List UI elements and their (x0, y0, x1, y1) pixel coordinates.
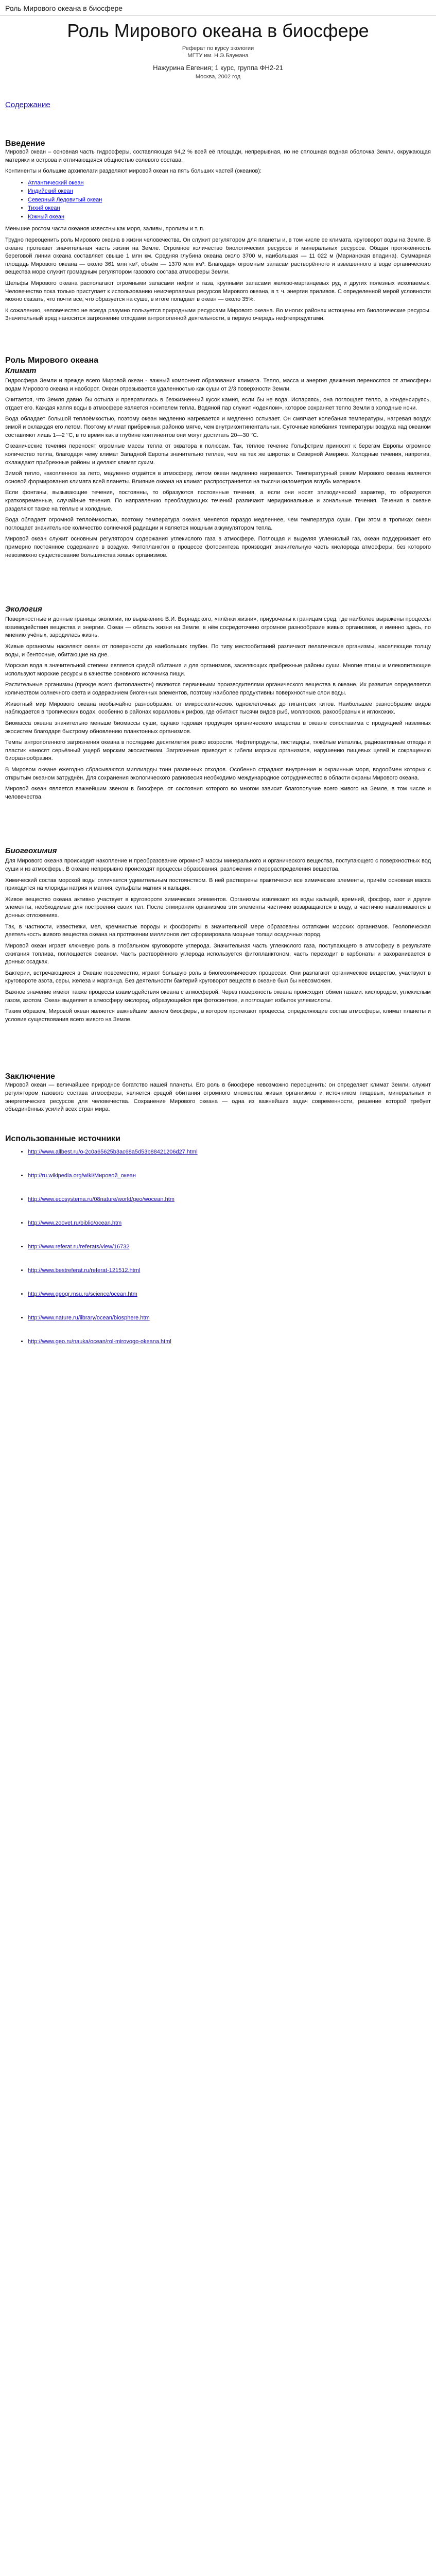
sources-heading: Использованные источники (5, 1134, 120, 1143)
place-year: Москва, 2002 год (195, 74, 241, 80)
source-link[interactable]: http://www.geogr.msu.ru/science/ocean.htm (28, 1291, 137, 1297)
source-link[interactable]: http://www.nature.ru/library/ocean/biosphere.htm (28, 1314, 150, 1321)
ocean-link[interactable]: Южный океан (28, 213, 65, 220)
list-item (28, 1267, 431, 1274)
sources-list (5, 1149, 431, 1345)
climate-paragraph-4: Океанические течения переносят огромные массы тепла от экватора к полюсам. Так, тёплое течение Гольфстрим приносит к берегам Европы огромное количество тепла, благодаря чему климат Западной Европы значительно теплее, чем на тех же широтах в Северной Америке. Холодные течения, напротив, охлаждают прибрежные районы и делают климат сухим. (5, 443, 431, 466)
bio-paragraph-1: Для Мирового океана происходит накопление и преобразование огромной массы минерального и органического вещества, поступающего с поверхностных вод суши и из атмосферы. В океане непрерывно происходят процессы образования, разложения и перераспределения вещества. (5, 858, 431, 873)
climate-paragraph-3: Вода обладает большой теплоёмкостью, поэтому океан медленно нагревается и медленно остывает. Он смягчает колебания температуры, нагревая воздух зимой и охлаждая его летом. Поэтому климат прибрежных районов мягче, чем внутриконтинентальных. Суточные колебания температуры воздуха над океаном составляют лишь 1—2 °C, в то время как в глубине континентов они могут достигать 20—30 °C. (5, 416, 431, 438)
climate-paragraph-8: Мировой океан служит основным регулятором содержания углекислого газа в атмосфере. Поглощая и выделяя углекислый газ, океан поддерживает его примерно постоянное содержание в воздухе. Фитопланктон в процессе фотосинтеза производит значительную часть кислорода атмосферы, без которого невозможно существование большинства живых организмов. (5, 536, 431, 558)
biogeochemistry-heading: Биогеохимия (5, 846, 57, 856)
intro-paragraph-5: Шельфы Мирового океана располагают огромными запасами нефти и газа, крупными запасами железо-марганцевых руд и других полезных ископаемых. Человечество пока только приступает к использованию неисчерпаемых ресурсов Мирового океана, в т. ч. энергии приливов. С определенной мерой условности можно сказать, что почти все, что образуется на суше, в итоге попадает в океан — около 35%. (5, 280, 431, 303)
subtitle: Реферат по курсу экологии (182, 45, 254, 52)
conclusion-heading: Заключение (5, 1072, 55, 1081)
bio-paragraph-4: Так, в частности, известняки, мел, кремнистые породы и фосфориты в значительной мере образованы остатками морских организмов. Геологическая деятельность живого вещества океана на протяжении миллионов лет сформировала мощные толщи осадочных пород. (5, 923, 431, 938)
ecology-paragraph-4: Растительные организмы (прежде всего фитопланктон) являются первичными производителями органического вещества в океане. Их развитие определяется количеством солнечного света и содержанием биогенных элементов, поэтому наиболее продуктивны поверхностные слои воды. (5, 682, 431, 697)
ocean-link[interactable]: Северный Ледовитый океан (28, 196, 102, 203)
ecology-heading: Экология (5, 605, 42, 614)
title-block (54, 19, 383, 80)
university: МГТУ им. Н.Э.Баумана (187, 53, 249, 59)
bio-paragraph-2: Химический состав морской воды отличается удивительным постоянством. В ней растворены практически все химические элементы, причём основная масса приходится на хлориды натрия и магния, сульфаты магния и кальция. (5, 877, 431, 892)
ecology-paragraph-6: Биомасса океана значительно меньше биомассы суши, однако годовая продукция органического вещества в океане сопоставима с продукцией наземных экосистем благодаря быстрому обновлению планктонных организмов. (5, 720, 431, 735)
ocean-link[interactable]: Тихий океан (28, 205, 60, 212)
bio-paragraph-6: Бактерии, встречающиеся в Океане повсеместно, играют большую роль в биогеохимических процессах. Они разлагают органическое вещество, участвуют в круговороте азота, серы, железа и марганца. Без деятельности бактерий круговорот веществ в океане был бы невозможен. (5, 970, 431, 985)
list-item (28, 1220, 431, 1226)
list-item (28, 1196, 431, 1202)
ecology-paragraph-8: В Мировом океане ежегодно сбрасываются миллиарды тонн различных отходов. Особенно страдают внутренние и окраинные моря, водообмен которых с открытым океаном затруднён. Для сохранения экологического равновесия необходимо международное сотрудничество в области охраны Мирового океана. (5, 766, 431, 781)
author-line: Нажурина Евгения; 1 курс, группа ФН2-21 (153, 64, 283, 72)
list-item (28, 1173, 431, 1179)
ecology-paragraph-7: Темпы антропогенного загрязнения океана в последние десятилетия резко возросли. Нефтепродукты, пестициды, тяжёлые металлы, радиоактивные отходы и пластик наносят серьёзный ущерб морским экосистемам. Загрязнение приводит к гибели морских организмов, нарушению пищевых цепей и сокращению биоразнообразия. (5, 739, 431, 762)
document-content (0, 100, 436, 1345)
source-link[interactable]: http://www.zoovet.ru/biblio/ocean.htm (28, 1219, 122, 1226)
list-item (28, 196, 431, 205)
source-link[interactable]: http://www.referat.ru/referats/view/16732 (28, 1243, 130, 1250)
climate-heading: Климат (5, 366, 37, 376)
source-link[interactable]: http://www.geo.ru/nauka/ocean/rol-mirovogo-okeana.html (28, 1338, 171, 1345)
intro-paragraph-1: Мировой океан – основная часть гидросферы, составляющая 94,2 % всей её площади, непрерывная, но не сплошная водная оболочка Земли, окружающая материки и острова и отличающаяся общностью солевого состава. (5, 149, 431, 163)
climate-paragraph-6: Если фонтаны, вызывающие течения, постоянны, то образуются постоянные течения, а если они носят эпизодический характер, то образуются кратковременные, случайные течения. По направлению преобладающих течений различают меридиональные и зональные течения. Течения в океане разделяют также на тёплые и холодные. (5, 489, 431, 512)
ocean-link[interactable]: Атлантический океан (28, 179, 84, 186)
conclusion-paragraph: Мировой океан — величайшее природное богатство нашей планеты. Его роль в биосфере невозможно переоценить: он определяет климат Земли, служит регулятором газового состава атмосферы, является средой обитания огромного множества живых организмов и источником пищевых, минеральных и энергетических ресурсов для человечества. Сохранение Мирового океана — одна из важнейших задач современности, решение которой требует объединённых усилий всех стран мира. (5, 1082, 431, 1113)
list-item (28, 179, 431, 188)
ecology-paragraph-5: Животный мир Мирового океана необычайно разнообразен: от микроскопических одноклеточных до гигантских китов. Наибольшее разнообразие видов наблюдается в тропических водах, особенно в районах коралловых рифов, где обитают тысячи видов рыб, моллюсков, ракообразных и иглокожих. (5, 701, 431, 716)
intro-paragraph-4: Трудно переоценить роль Мирового океана в жизни человечества. Он служит регулятором для планеты и, в том числе ее климата, круговорот воды на Земле. В океане протекает значительная часть жизни на Земле. Огромное количество биологических ресурсов и минеральных ресурсов. Общая протяжённость береговой линии океана составляет свыше 1 млн км. Средняя глубина океана около 3700 м, наибольшая — 11 022 м (Марианская впадина). Суммарная площадь Мирового океана — около 361 млн км², объём — 1370 млн км³. Благодаря огромным запасам растворённого и взвешенного в воде органического вещества море служит громадным регулятором газового состава атмосферы Земли. (5, 236, 431, 276)
bio-paragraph-5: Мировой океан играет ключевую роль в глобальном круговороте углерода. Значительная часть углекислого газа, поступающего в атмосферу в результате сжигания топлива, поглощается океаном. Часть растворённого углерода используется фитопланктоном, часть переходит в карбонаты и захоранивается в донных осадках. (5, 942, 431, 965)
toc-section (5, 100, 431, 109)
intro-paragraph-6: К сожалению, человечество не всегда разумно пользуется природными ресурсами Мирового океана. Во многих районах истощены его биологические ресурсы. Значительный вред наносится загрязнение отходами антропогенной деятельности, в первую очередь нефтепродуктами. (5, 307, 431, 322)
bio-paragraph-7: Важное значение имеют также процессы взаимодействия океана с атмосферой. Через поверхность океана происходит обмен газами: кислородом, углекислым газом, азотом. Океан выделяет в атмосферу кислород, образующийся при фотосинтезе, и поглощает избыток углекислоты. (5, 989, 431, 1004)
header-divider (0, 15, 436, 16)
document-header-title: Роль Мирового океана в биосфере (5, 4, 123, 12)
ecology-paragraph-1: Поверхностные и донные границы экологии, по выражению В.И. Вернадского, «плёнки жизни», приурочены к границам сред, где наиболее выражены процессы взаимодействия вещества и энергии. Океан — область жизни на Земле, в нём сосредоточено огромное разнообразие живых организмов, и именно здесь, по мнению учёных, зародилась жизнь. (5, 616, 431, 639)
climate-paragraph-1: Гидросфера Земли и прежде всего Мировой океан - важный компонент образования климата. Тепло, масса и энергия движения переносятся от атмосферы водам Мирового океана и наоборот. Океан отрезывается удаленностью как суши от 2/3 поверхности Земли. (5, 378, 431, 392)
ecology-paragraph-3: Морская вода в значительной степени является средой обитания и для организмов, заселяющих прибрежные районы суши. Многие птицы и млекопитающие используют морские ресурсы в качестве основного источника пищи. (5, 663, 431, 677)
list-item (28, 1338, 431, 1345)
climate-paragraph-7: Вода обладает огромной теплоёмкостью, поэтому температура океана меняется гораздо медленнее, чем температура суши. При этом в тропиках океан поглощает значительное количество солнечной радиации и является мощным аккумулятором тепла. (5, 517, 431, 531)
intro-heading: Введение (5, 139, 45, 148)
intro-paragraph-2: Континенты и большие архипелаги разделяют мировой океан на пять больших частей (океанов): (5, 168, 262, 175)
toc-link[interactable]: Содержание (5, 100, 50, 109)
source-link[interactable]: http://www.bestreferat.ru/referat-121512.html (28, 1267, 141, 1274)
list-item (28, 187, 431, 196)
source-link[interactable]: http://www.ecosystema.ru/08nature/world/geo/wocean.htm (28, 1196, 175, 1202)
ecology-paragraph-9: Мировой океан является важнейшим звеном в биосфере, от состояния которого во многом зависит благополучие всего живого на Земле, в том числе и человечества. (5, 786, 431, 800)
ocean-link[interactable]: Индийский океан (28, 188, 73, 195)
climate-paragraph-5: Зимой тепло, накопленное за лето, медленно отдаётся в атмосферу, летом океан медленно нагревается. Температурный режим Мирового океана является основой формирования климата всей планеты. Влияние океана на климат распространяется на тысячи километров вглубь материков. (5, 470, 431, 485)
intro-paragraph-3: Меньшие ростом части океанов известны как моря, заливы, проливы и т. п. (5, 226, 205, 232)
list-item (28, 213, 431, 222)
source-link[interactable]: http://www.allbest.ru/o-2c0a65625b3ac68a5d53b88421206d27.html (28, 1148, 198, 1155)
main-title: Роль Мирового океана в биосфере (67, 20, 369, 41)
source-link[interactable]: http://ru.wikipedia.org/wiki/Мировой_океан (28, 1172, 136, 1179)
list-item (28, 1149, 431, 1155)
list-item (28, 1244, 431, 1250)
role-heading: Роль Мирового океана (5, 356, 99, 365)
ecology-paragraph-2: Живые организмы населяют океан от поверхности до наибольших глубин. По типу местообитаний различают пелагические организмы, населяющие толщу воды, и бентосные, обитающие на дне. (5, 643, 431, 658)
oceans-list (5, 179, 431, 222)
climate-paragraph-2: Считается, что Земля давно бы остыла и превратилась в безжизненный кусок камня, если бы не вода. Испаряясь, она поглощает тепло, а конденсируясь, отдает его. Каждая капля воды в атмосфере является носителем тепла. Водяной пар служит «одеялом», которое сохраняет тепло Земли в холодные ночи. (5, 397, 431, 411)
bio-paragraph-3: Живое вещество океана активно участвует в круговороте химических элементов. Организмы извлекают из воды кальций, кремний, фосфор, азот и другие элементы, необходимые для построения своих тел. После отмирания организмов эти элементы частично возвращаются в воду, а частично накапливаются в донных отложениях. (5, 896, 431, 919)
list-item (28, 204, 431, 213)
bio-paragraph-8: Таким образом, Мировой океан является важнейшим звеном биосферы, в котором протекают процессы, определяющие состав атмосферы, климат планеты и условия существования всего живого на Земле. (5, 1008, 431, 1023)
list-item (28, 1315, 431, 1321)
list-item (28, 1291, 431, 1297)
